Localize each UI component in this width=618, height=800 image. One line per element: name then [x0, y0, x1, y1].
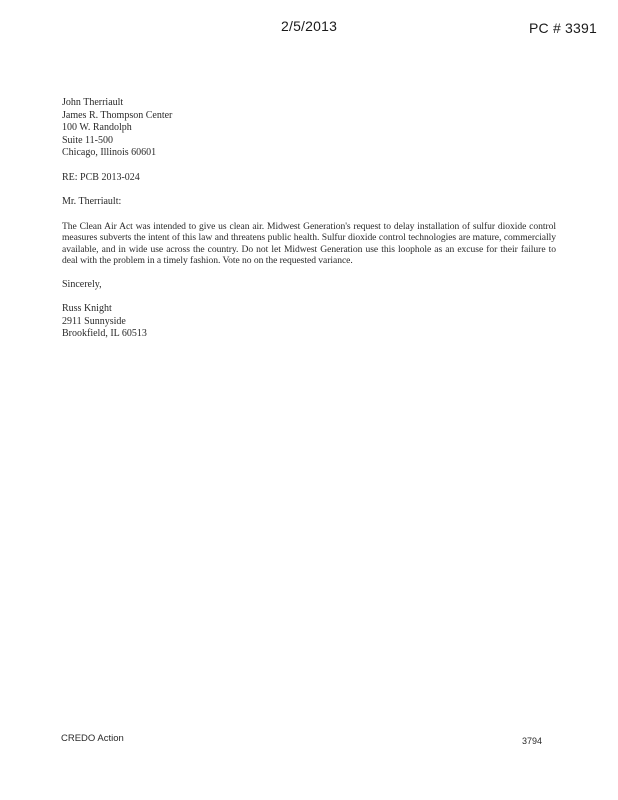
stamp-date: 2/5/2013 — [281, 18, 338, 34]
signature-block — [62, 303, 556, 341]
body-paragraph: The Clean Air Act was intended to give us clean air. Midwest Generation's request to delay installation of sulfur dioxide control measures subverts the intent of this law and threatens public health. Sulfur dioxide control technologies are mature, commercially available, and in wide use across the country. Do not let Midwest Generation use this loophole as an excuse for their failure to deal with the problem in a timely fashion. Vote no on the requested variance. — [62, 220, 556, 267]
signer-street: 2911 Sunnyside — [62, 315, 126, 327]
recipient-street: 100 W. Randolph — [62, 122, 132, 133]
letter-body — [62, 97, 556, 341]
reference-line: RE: PCB 2013-024 — [62, 171, 140, 183]
footer-page-number: 3794 — [522, 736, 543, 746]
public-comment-number: PC # 3391 — [529, 20, 597, 36]
signer-name: Russ Knight — [62, 303, 112, 315]
recipient-building: James R. Thompson Center — [62, 109, 173, 121]
signer-city: Brookfield, IL 60513 — [62, 328, 147, 340]
salutation: Mr. Therriault: — [62, 196, 122, 207]
recipient-suite: Suite 11-500 — [62, 134, 114, 146]
recipient-address — [62, 97, 556, 160]
recipient-city: Chicago, Illinois 60601 — [62, 147, 157, 158]
recipient-name: John Therriault — [62, 97, 124, 108]
footer-organization: CREDO Action — [61, 733, 124, 744]
closing: Sincerely, — [62, 278, 102, 290]
